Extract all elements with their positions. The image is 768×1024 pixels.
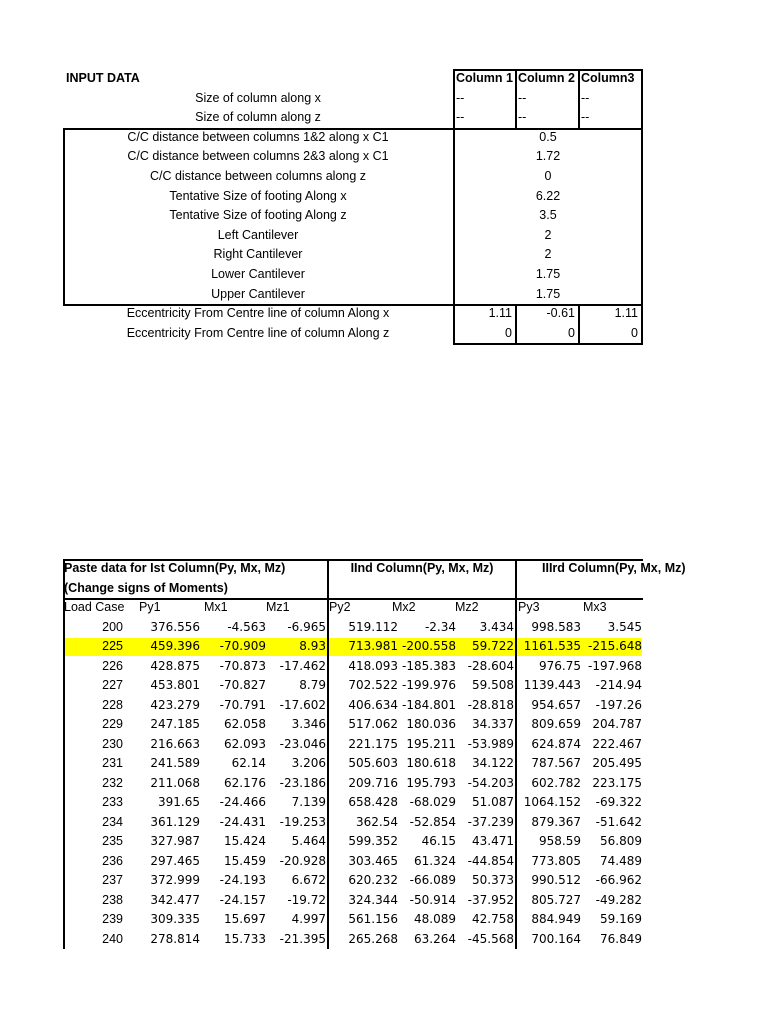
load-value[interactable]: -185.383 bbox=[402, 658, 456, 673]
load-value[interactable]: 517.062 bbox=[348, 717, 398, 731]
load-value[interactable]: 713.981 bbox=[348, 639, 398, 653]
table-border bbox=[578, 304, 580, 343]
column-header: Py1 bbox=[139, 600, 161, 614]
load-value[interactable]: -54.203 bbox=[467, 775, 514, 790]
load-case-id[interactable]: 235 bbox=[102, 834, 123, 848]
load-case-id[interactable]: 233 bbox=[102, 795, 123, 809]
param-label: C/C distance between columns 2&3 along x C1 bbox=[127, 149, 389, 164]
size-value[interactable]: -- bbox=[518, 110, 527, 125]
eccentricity-value[interactable]: 1.11 bbox=[488, 306, 512, 321]
size-value[interactable]: -- bbox=[581, 110, 590, 125]
column-header: Mz1 bbox=[266, 600, 290, 614]
load-value[interactable]: 3.206 bbox=[291, 756, 326, 770]
size-value[interactable]: -- bbox=[518, 90, 527, 105]
load-value[interactable]: 297.465 bbox=[150, 853, 200, 868]
load-value[interactable]: 43.471 bbox=[472, 834, 514, 848]
load-case-id[interactable]: 226 bbox=[102, 658, 123, 673]
param-value[interactable]: 6.22 bbox=[535, 188, 561, 203]
load-value[interactable]: 453.801 bbox=[150, 678, 200, 692]
load-value[interactable]: -197.26 bbox=[595, 697, 642, 712]
param-value[interactable]: 1.72 bbox=[535, 149, 561, 164]
column-header: Column 2 bbox=[518, 71, 575, 85]
load-value[interactable]: 4.997 bbox=[291, 912, 326, 926]
input-title: INPUT DATA bbox=[66, 71, 140, 85]
load-value[interactable]: 327.987 bbox=[150, 834, 200, 848]
load-value[interactable]: 1064.152 bbox=[523, 795, 581, 809]
load-value[interactable]: 342.477 bbox=[150, 892, 200, 907]
param-label: Left Cantilever bbox=[217, 227, 299, 242]
load-value[interactable]: 62.176 bbox=[224, 775, 266, 790]
load-value[interactable]: 505.603 bbox=[348, 756, 398, 770]
load-value[interactable]: -6.965 bbox=[287, 619, 326, 634]
load-value[interactable]: 879.367 bbox=[531, 814, 581, 829]
load-case-id[interactable]: 200 bbox=[102, 619, 123, 634]
load-case-id[interactable]: 227 bbox=[102, 678, 123, 692]
size-value[interactable]: -- bbox=[456, 90, 465, 105]
eccentricity-value[interactable]: 1.11 bbox=[614, 306, 638, 321]
load-value[interactable]: 998.583 bbox=[531, 619, 581, 634]
param-value[interactable]: 1.75 bbox=[535, 267, 561, 281]
load-case-id[interactable]: 237 bbox=[102, 873, 123, 887]
load-value[interactable]: 223.175 bbox=[592, 775, 642, 790]
load-value[interactable]: 3.545 bbox=[607, 619, 642, 634]
param-label: Eccentricity From Centre line of column Along x bbox=[126, 306, 390, 321]
load-value[interactable]: 1139.443 bbox=[523, 678, 581, 692]
load-value[interactable]: -19.253 bbox=[279, 814, 326, 829]
load-value[interactable]: 787.567 bbox=[531, 756, 581, 770]
load-value[interactable]: -215.648 bbox=[588, 639, 642, 653]
load-value[interactable]: 805.727 bbox=[531, 892, 581, 907]
group-note: (Change signs of Moments) bbox=[64, 580, 228, 595]
load-value[interactable]: -53.989 bbox=[467, 736, 514, 751]
group-title-col2: IInd Column(Py, Mx, Mz) bbox=[350, 561, 494, 575]
load-value[interactable]: 976.75 bbox=[539, 658, 581, 673]
load-value[interactable]: -23.046 bbox=[279, 736, 326, 751]
load-value[interactable]: 46.15 bbox=[421, 834, 456, 848]
load-value[interactable]: -66.089 bbox=[409, 873, 456, 887]
param-value[interactable]: 2 bbox=[544, 227, 552, 242]
load-value[interactable]: 265.268 bbox=[348, 931, 398, 946]
load-value[interactable]: 418.093 bbox=[348, 658, 398, 673]
load-value[interactable]: 195.793 bbox=[406, 775, 456, 790]
param-value[interactable]: 2 bbox=[544, 247, 552, 262]
load-value[interactable]: 247.185 bbox=[150, 717, 200, 731]
load-value[interactable]: -197.968 bbox=[588, 658, 642, 673]
load-case-id[interactable]: 236 bbox=[102, 853, 123, 868]
load-value[interactable]: -24.157 bbox=[219, 892, 266, 907]
load-value[interactable]: 5.464 bbox=[291, 834, 326, 848]
table-border bbox=[515, 304, 517, 343]
table-border bbox=[578, 69, 580, 128]
load-value[interactable]: 599.352 bbox=[348, 834, 398, 848]
load-case-id[interactable]: 225 bbox=[102, 639, 123, 653]
load-value[interactable]: -28.818 bbox=[467, 697, 514, 712]
load-value[interactable]: -50.914 bbox=[409, 892, 456, 907]
load-value[interactable]: 602.782 bbox=[531, 775, 581, 790]
load-value[interactable]: 3.346 bbox=[291, 717, 326, 731]
param-value[interactable]: 3.5 bbox=[539, 208, 557, 223]
table-border bbox=[63, 128, 643, 130]
load-value[interactable]: 990.512 bbox=[531, 873, 581, 887]
load-value[interactable]: 1161.535 bbox=[523, 639, 581, 653]
load-value[interactable]: 954.657 bbox=[531, 697, 581, 712]
load-value[interactable]: -21.395 bbox=[279, 931, 326, 946]
load-value[interactable]: -70.791 bbox=[219, 697, 266, 712]
param-label: Size of column along z bbox=[195, 110, 321, 125]
load-value[interactable]: 205.495 bbox=[592, 756, 642, 770]
load-value[interactable]: -69.322 bbox=[595, 795, 642, 809]
column-header: Load Case bbox=[64, 600, 125, 614]
load-value[interactable]: 15.424 bbox=[224, 834, 266, 848]
column-header: Mx2 bbox=[392, 600, 416, 614]
load-value[interactable]: -24.431 bbox=[219, 814, 266, 829]
load-value[interactable]: 216.663 bbox=[150, 736, 200, 751]
load-case-id[interactable]: 229 bbox=[102, 717, 123, 731]
load-value[interactable]: -199.976 bbox=[402, 678, 456, 692]
load-value[interactable]: 42.758 bbox=[472, 912, 514, 926]
load-case-id[interactable]: 232 bbox=[102, 775, 123, 790]
load-value[interactable]: 48.089 bbox=[414, 912, 456, 926]
param-label: Size of column along x bbox=[195, 90, 321, 105]
load-value[interactable]: 406.634 bbox=[348, 697, 398, 712]
load-value[interactable]: 50.373 bbox=[472, 873, 514, 887]
param-label: Lower Cantilever bbox=[211, 267, 305, 281]
load-value[interactable]: 362.54 bbox=[356, 814, 398, 829]
load-value[interactable]: -28.604 bbox=[467, 658, 514, 673]
load-value[interactable]: -2.34 bbox=[424, 619, 456, 634]
load-value[interactable]: -70.873 bbox=[219, 658, 266, 673]
size-value[interactable]: -- bbox=[456, 110, 465, 125]
load-value[interactable]: 15.459 bbox=[224, 853, 266, 868]
load-value[interactable]: 62.058 bbox=[224, 717, 266, 731]
load-value[interactable]: 59.169 bbox=[600, 912, 642, 926]
column-header: Mx1 bbox=[204, 600, 228, 614]
load-value[interactable]: 3.434 bbox=[479, 619, 514, 634]
eccentricity-value[interactable]: 0 bbox=[568, 325, 575, 340]
load-value[interactable]: -68.029 bbox=[409, 795, 456, 809]
load-value[interactable]: 62.093 bbox=[224, 736, 266, 751]
load-value[interactable]: 561.156 bbox=[348, 912, 398, 926]
eccentricity-value[interactable]: 0 bbox=[505, 325, 512, 340]
load-value[interactable]: -24.466 bbox=[219, 795, 266, 809]
load-value[interactable]: -184.801 bbox=[402, 697, 456, 712]
load-value[interactable]: -49.282 bbox=[595, 892, 642, 907]
column-header: Column3 bbox=[581, 71, 635, 85]
load-value[interactable]: -17.462 bbox=[279, 658, 326, 673]
load-value[interactable]: -70.827 bbox=[219, 678, 266, 692]
load-value[interactable]: 76.849 bbox=[600, 931, 642, 946]
param-label: Tentative Size of footing Along z bbox=[169, 208, 347, 223]
load-value[interactable]: 56.809 bbox=[600, 834, 642, 848]
load-value[interactable]: 62.14 bbox=[231, 756, 266, 770]
load-case-id[interactable]: 230 bbox=[102, 736, 123, 751]
load-value[interactable]: -51.642 bbox=[595, 814, 642, 829]
load-value[interactable]: 204.787 bbox=[592, 717, 642, 731]
load-value[interactable]: 222.467 bbox=[592, 736, 642, 751]
table-border bbox=[63, 128, 65, 304]
load-value[interactable]: -44.854 bbox=[467, 853, 514, 868]
load-value[interactable]: 809.659 bbox=[531, 717, 581, 731]
load-value[interactable]: 241.589 bbox=[150, 756, 200, 770]
load-value[interactable]: 620.232 bbox=[348, 873, 398, 887]
load-value[interactable]: 15.733 bbox=[224, 931, 266, 946]
table-border bbox=[327, 559, 329, 949]
load-value[interactable]: 211.068 bbox=[150, 775, 200, 790]
param-label: Right Cantilever bbox=[213, 247, 303, 262]
load-value[interactable]: 209.716 bbox=[348, 775, 398, 790]
load-value[interactable]: 8.93 bbox=[299, 639, 326, 653]
load-value[interactable]: 519.112 bbox=[348, 619, 398, 634]
load-value[interactable]: 74.489 bbox=[600, 853, 642, 868]
load-value[interactable]: 700.164 bbox=[531, 931, 581, 946]
load-value[interactable]: 59.508 bbox=[472, 678, 514, 692]
load-value[interactable]: 428.875 bbox=[150, 658, 200, 673]
load-value[interactable]: -200.558 bbox=[402, 639, 456, 653]
column-header: Mx3 bbox=[583, 600, 607, 614]
load-value[interactable]: 278.814 bbox=[150, 931, 200, 946]
load-value[interactable]: -24.193 bbox=[219, 873, 266, 887]
load-case-id[interactable]: 231 bbox=[102, 756, 123, 770]
eccentricity-value[interactable]: -0.61 bbox=[546, 306, 575, 321]
load-value[interactable]: 6.672 bbox=[291, 873, 326, 887]
table-border bbox=[515, 69, 517, 128]
load-value[interactable]: -19.72 bbox=[287, 892, 326, 907]
load-value[interactable]: 884.949 bbox=[531, 912, 581, 926]
param-label: Eccentricity From Centre line of column Along z bbox=[126, 325, 390, 340]
group-title-col1: Paste data for Ist Column(Py, Mx, Mz) bbox=[64, 561, 286, 575]
load-value[interactable]: -214.94 bbox=[595, 678, 642, 692]
table-border bbox=[453, 69, 455, 343]
load-case-id[interactable]: 238 bbox=[102, 892, 123, 907]
table-border bbox=[641, 69, 643, 344]
load-value[interactable]: 303.465 bbox=[348, 853, 398, 868]
load-value[interactable]: 61.324 bbox=[414, 853, 456, 868]
load-value[interactable]: 180.036 bbox=[406, 717, 456, 731]
table-border bbox=[63, 304, 643, 306]
load-value[interactable]: -37.952 bbox=[467, 892, 514, 907]
load-value[interactable]: -70.909 bbox=[219, 639, 266, 653]
load-value[interactable]: 372.999 bbox=[150, 873, 200, 887]
load-value[interactable]: 34.122 bbox=[472, 756, 514, 770]
group-title-col3: IIIrd Column(Py, Mx, Mz) bbox=[542, 561, 686, 575]
load-case-id[interactable]: 240 bbox=[102, 931, 123, 946]
column-header: Column 1 bbox=[456, 71, 513, 85]
table-border bbox=[63, 559, 643, 561]
load-value[interactable]: 63.264 bbox=[414, 931, 456, 946]
table-border bbox=[63, 598, 643, 600]
column-header: Mz2 bbox=[455, 600, 479, 614]
load-value[interactable]: 658.428 bbox=[348, 795, 398, 809]
load-value[interactable]: -66.962 bbox=[595, 873, 642, 887]
table-border bbox=[515, 559, 517, 949]
load-value[interactable]: 51.087 bbox=[472, 795, 514, 809]
load-value[interactable]: 15.697 bbox=[224, 912, 266, 926]
param-value[interactable]: 0.5 bbox=[539, 129, 557, 144]
load-value[interactable]: 459.396 bbox=[150, 639, 200, 653]
load-value[interactable]: 59.722 bbox=[472, 639, 514, 653]
load-value[interactable]: -4.563 bbox=[227, 619, 266, 634]
load-value[interactable]: 361.129 bbox=[150, 814, 200, 829]
load-value[interactable]: 423.279 bbox=[150, 697, 200, 712]
load-case-id[interactable]: 239 bbox=[102, 912, 123, 926]
table-border bbox=[453, 343, 643, 345]
column-header: Py3 bbox=[518, 600, 540, 614]
load-value[interactable]: 624.874 bbox=[531, 736, 581, 751]
param-value[interactable]: 0 bbox=[544, 169, 552, 183]
size-value[interactable]: -- bbox=[581, 90, 590, 105]
param-label: C/C distance between columns 1&2 along x C1 bbox=[127, 129, 389, 144]
load-value[interactable]: -17.602 bbox=[279, 697, 326, 712]
load-value[interactable]: 391.65 bbox=[158, 795, 200, 809]
table-border bbox=[453, 69, 643, 71]
load-value[interactable]: 221.175 bbox=[348, 736, 398, 751]
load-value[interactable]: -20.928 bbox=[279, 853, 326, 868]
load-value[interactable]: 34.337 bbox=[472, 717, 514, 731]
param-label: Tentative Size of footing Along x bbox=[169, 188, 347, 203]
load-value[interactable]: -45.568 bbox=[467, 931, 514, 946]
load-case-id[interactable]: 234 bbox=[102, 814, 123, 829]
load-value[interactable]: 324.344 bbox=[348, 892, 398, 907]
load-value[interactable]: 7.139 bbox=[291, 795, 326, 809]
load-value[interactable]: 376.556 bbox=[150, 619, 200, 634]
load-value[interactable]: 702.522 bbox=[348, 678, 398, 692]
load-value[interactable]: 309.335 bbox=[150, 912, 200, 926]
load-case-id[interactable]: 228 bbox=[102, 697, 123, 712]
param-label: C/C distance between columns along z bbox=[149, 169, 367, 183]
load-value[interactable]: 773.805 bbox=[531, 853, 581, 868]
param-label: Upper Cantilever bbox=[211, 286, 305, 301]
load-value[interactable]: -37.239 bbox=[467, 814, 514, 829]
load-value[interactable]: 8.79 bbox=[299, 678, 326, 692]
load-value[interactable]: -52.854 bbox=[409, 814, 456, 829]
eccentricity-value[interactable]: 0 bbox=[631, 325, 638, 340]
param-value[interactable]: 1.75 bbox=[535, 286, 561, 301]
column-header: Py2 bbox=[329, 600, 351, 614]
load-value[interactable]: 195.211 bbox=[406, 736, 456, 751]
load-value[interactable]: 958.59 bbox=[539, 834, 581, 848]
load-value[interactable]: 180.618 bbox=[406, 756, 456, 770]
load-value[interactable]: -23.186 bbox=[279, 775, 326, 790]
